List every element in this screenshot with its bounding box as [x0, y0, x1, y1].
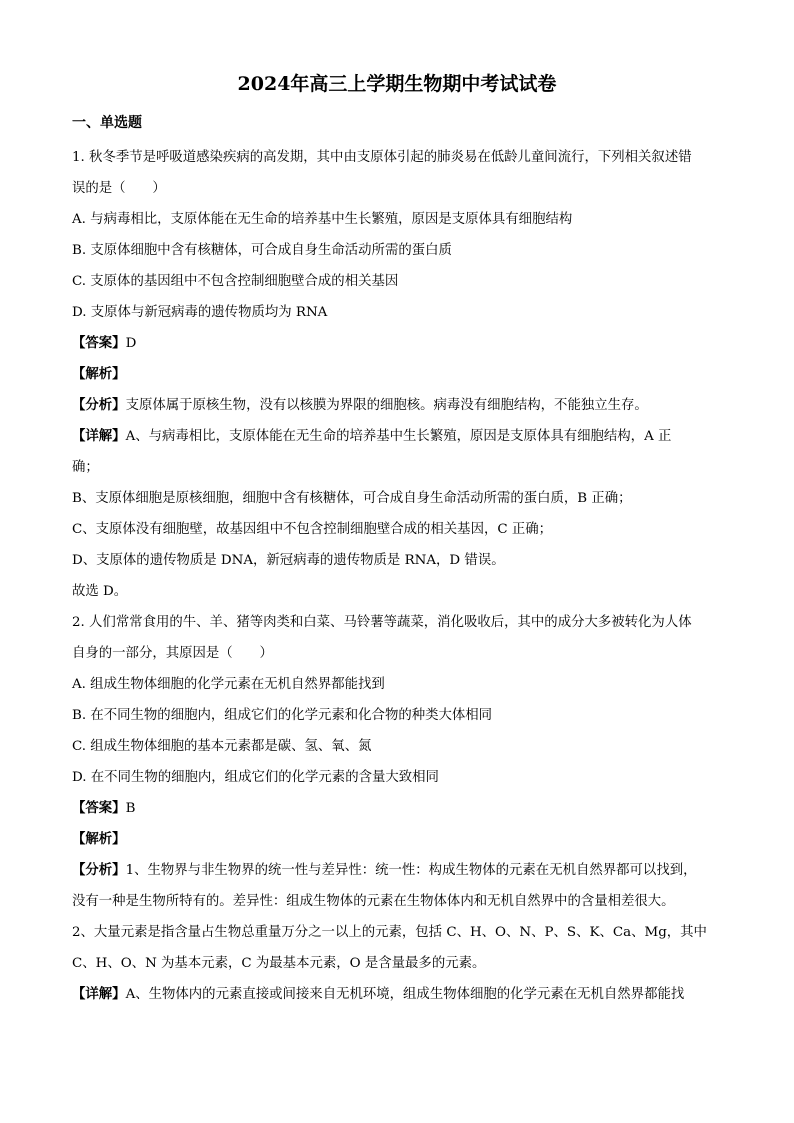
question-1-xiangjie-c: C、支原体没有细胞壁，故基因组中不包含控制细胞壁合成的相关基因，C 正确； — [72, 522, 553, 537]
question-1-xiangjie-d: D、支原体的遗传物质是 DNA，新冠病毒的遗传物质是 RNA，D 错误。 — [72, 553, 505, 568]
question-1-analysis-heading — [72, 359, 722, 390]
question-1-xiangjie-a-line-2: 确； — [72, 460, 99, 475]
question-1-option-d: D. 支原体与新冠病毒的遗传物质均为 RNA — [72, 305, 328, 320]
question-2-option-b: B. 在不同生物的细胞内，组成它们的化学元素和化合物的种类大体相同 — [72, 708, 493, 723]
question-2-fenxi-line-3: 2、大量元素是指含量占生物总重量万分之一以上的元素，包括 C、H、O、N、P、S、K、Ca、Mg，其中 — [72, 925, 707, 940]
question-2-xiangjie-a-line-1 — [72, 979, 722, 1010]
question-1-stem-line-2: 误的是（ ） — [72, 181, 166, 196]
question-1-conclusion: 故选 D。 — [72, 584, 128, 599]
question-1-option-a: A. 与病毒相比，支原体能在无生命的培养基中生长繁殖，原因是支原体具有细胞结构 — [72, 212, 573, 227]
question-1-stem-line-1: 1. 秋冬季节是呼吸道感染疾病的高发期，其中由支原体引起的肺炎易在低龄儿童间流行，下列相关叙述错 — [72, 150, 692, 165]
question-2 — [72, 607, 722, 1010]
xiangjie-a-text: A、与病毒相比，支原体能在无生命的培养基中生长繁殖，原因是支原体具有细胞结构，A 正 — [125, 429, 672, 444]
fenxi-tag: 【分析】 — [72, 863, 126, 878]
answer-tag: 【答案】 — [72, 801, 126, 816]
fenxi-text: 1、生物界与非生物界的统一性与差异性：统一性：构成生物体的元素在无机自然界都可以找到， — [125, 863, 697, 878]
analysis-tag: 【解析】 — [72, 832, 126, 847]
question-2-answer — [72, 793, 722, 824]
question-2-option-d: D. 在不同生物的细胞内，组成它们的化学元素的含量大致相同 — [72, 770, 439, 785]
question-1-option-b: B. 支原体细胞中含有核糖体，可合成自身生命活动所需的蛋白质 — [72, 243, 452, 258]
question-1 — [72, 142, 722, 607]
question-2-option-c: C. 组成生物体细胞的基本元素都是碳、氢、氧、氮 — [72, 739, 372, 754]
question-2-fenxi-line-1 — [72, 855, 722, 886]
fenxi-tag: 【分析】 — [72, 398, 126, 413]
question-1-answer — [72, 328, 722, 359]
xiangjie-tag: 【详解】 — [72, 429, 126, 444]
question-1-option-c: C. 支原体的基因组中不包含控制细胞壁合成的相关基因 — [72, 274, 399, 289]
answer-value: D — [125, 336, 137, 351]
answer-value: B — [125, 801, 136, 816]
question-2-fenxi-line-2: 没有一种是生物所特有的。差异性：组成生物体的元素在生物体体内和无机自然界中的含量相差很大。 — [72, 894, 675, 909]
fenxi-text: 支原体属于原核生物，没有以核膜为界限的细胞核。病毒没有细胞结构，不能独立生存。 — [125, 398, 648, 413]
question-1-fenxi — [72, 390, 722, 421]
question-2-fenxi-line-4: C、H、O、N 为基本元素，C 为最基本元素，O 是含量最多的元素。 — [72, 956, 486, 971]
question-2-analysis-heading — [72, 824, 722, 855]
question-2-option-a: A. 组成生物体细胞的化学元素在无机自然界都能找到 — [72, 677, 385, 692]
xiangjie-a-text: A、生物体内的元素直接或间接来自无机环境，组成生物体细胞的化学元素在无机自然界都能找 — [125, 987, 685, 1002]
question-1-xiangjie-a-line-1 — [72, 421, 722, 452]
answer-tag: 【答案】 — [72, 336, 126, 351]
section-heading: 一、单选题 — [72, 115, 142, 131]
analysis-tag: 【解析】 — [72, 367, 126, 382]
xiangjie-tag: 【详解】 — [72, 987, 126, 1002]
question-2-stem-line-1: 2. 人们常常食用的牛、羊、猪等肉类和白菜、马铃薯等蔬菜，消化吸收后，其中的成分大多被转化为人体 — [72, 615, 692, 630]
question-1-xiangjie-b: B、支原体细胞是原核细胞，细胞中含有核糖体，可合成自身生命活动所需的蛋白质，B 正确； — [72, 491, 632, 506]
page-title: 2024年高三上学期生物期中考试试卷 — [237, 73, 557, 95]
question-2-stem-line-2: 自身的一部分，其原因是（ ） — [72, 646, 273, 661]
